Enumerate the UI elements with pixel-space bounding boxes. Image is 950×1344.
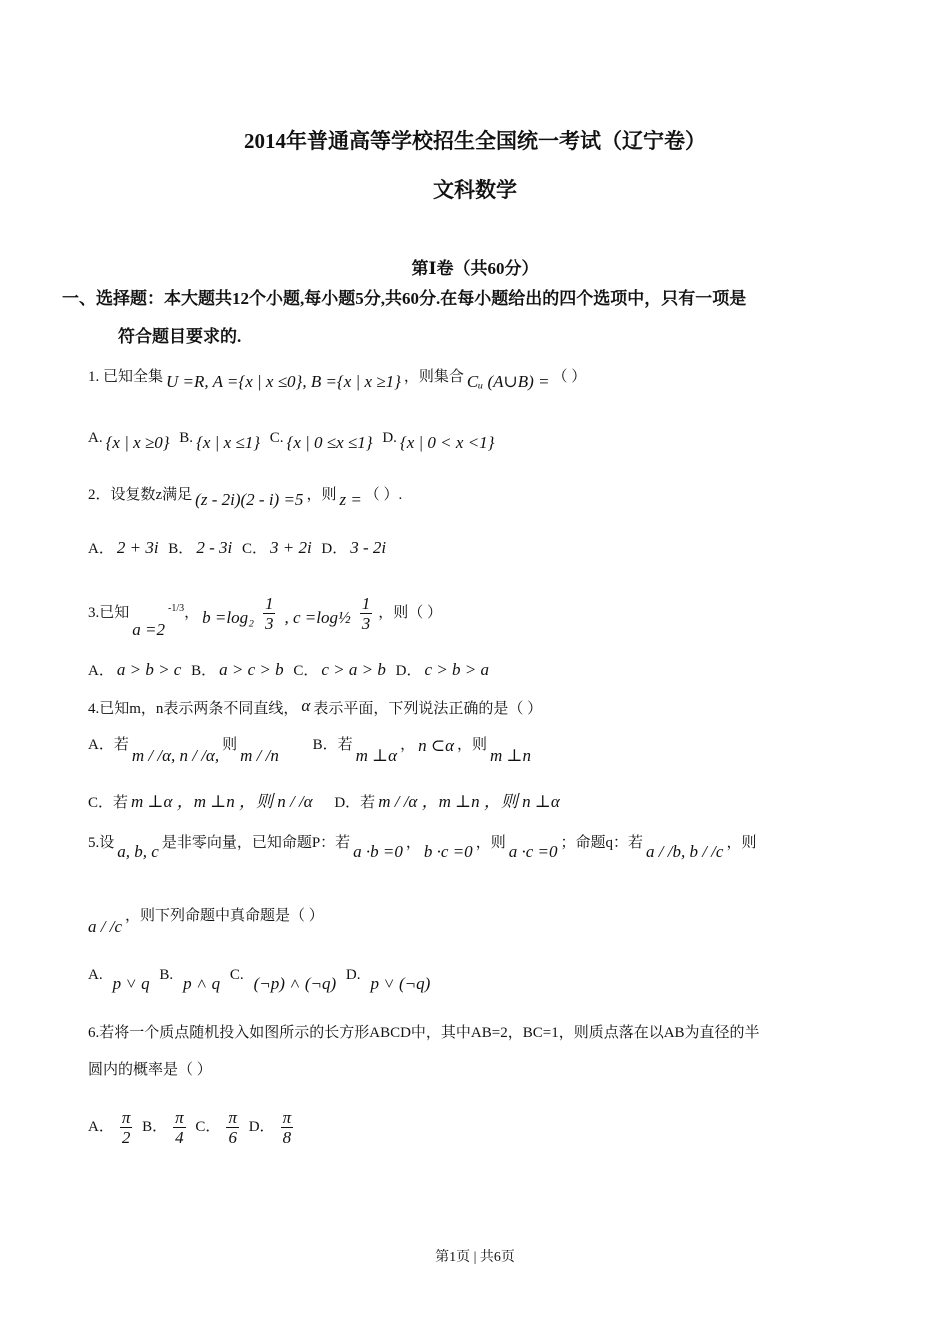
q-text: ， (184, 604, 200, 621)
denominator: 3 (361, 614, 371, 633)
option-label: B．若 (312, 737, 353, 753)
option-b: a > c > b (219, 660, 284, 679)
q-math: U =R, A ={x | x ≤0}, B ={x | x ≥1} (166, 372, 401, 391)
q-text: ；命题q：若 (560, 835, 643, 851)
question-4 (88, 698, 542, 719)
option-label: B． (191, 663, 217, 679)
question-5 (88, 832, 757, 861)
question-6: 6.若将一个质点随机投入如图所示的长方形ABCD中，其中AB=2，BC=1，则质点落在以AB为直径的半 (88, 1025, 760, 1041)
question-6-options (88, 1108, 299, 1147)
q-math: a / /b, b / /c (646, 842, 724, 861)
option-label: C. (269, 430, 284, 446)
q-math: z = (339, 490, 362, 509)
option-a-math: m / /n (240, 746, 279, 765)
section-title: 第Ⅰ卷（共60分） (411, 259, 539, 278)
question-5-options (88, 964, 436, 993)
exam-title: 2014年普通高等学校招生全国统一考试（辽宁卷） (244, 129, 706, 153)
option-label: D. (382, 430, 397, 446)
q-exponent: -1/3 (168, 602, 185, 614)
denominator: 2 (121, 1128, 131, 1147)
question-3 (88, 594, 442, 639)
option-label: D. (345, 967, 361, 983)
option-b-math: n ⊂α (418, 736, 455, 755)
question-4-options-cd (88, 792, 563, 813)
denominator: 4 (175, 1128, 184, 1147)
denominator: 8 (282, 1128, 292, 1147)
q-math: b =log₂ (202, 607, 254, 627)
q-text: ，则 (457, 737, 488, 753)
question-1-options (88, 427, 500, 452)
question-5-cont (88, 905, 324, 936)
q-text: ，则（ ） (378, 604, 442, 621)
q-math: , c =log½ (284, 607, 351, 627)
option-label: A. (88, 430, 103, 446)
option-label: A．若 (88, 737, 129, 753)
option-d: c > b > a (424, 660, 489, 679)
numerator: π (175, 1108, 184, 1127)
option-label: B. (159, 967, 174, 983)
q-text: 4.已知m，n表示两条不同直线， (88, 701, 299, 717)
q-text: ，则 (475, 835, 506, 851)
option-label: D． (395, 663, 422, 679)
q-math: (z - 2i)(2 - i) =5 (195, 490, 304, 509)
option-a: 2 + 3i (116, 538, 159, 557)
option-label: A． (88, 1118, 114, 1135)
option-label: B． (142, 1118, 168, 1135)
option-label: C. (229, 967, 244, 983)
q-text: 表示平面，下列说法正确的是（ ） (313, 701, 543, 717)
option-d: p ˅ (¬q) (370, 974, 431, 993)
fraction (263, 594, 276, 633)
option-b (173, 1108, 186, 1147)
option-d: m / /α ，m ⊥n ，则 n ⊥α (378, 792, 560, 811)
option-label: C．若 (88, 795, 129, 811)
option-label: A． (88, 663, 114, 679)
q-text: ，则下列命题中真命题是（ ） (125, 908, 324, 924)
q-text: ，则 (726, 835, 757, 851)
option-a: a > b > c (116, 660, 182, 679)
option-a-math: m / /α, n / /α, (131, 746, 220, 765)
exam-subtitle: 文科数学 (433, 178, 517, 202)
q-text: 1. 已知全集 (88, 369, 164, 385)
q-text: 3.已知 (88, 604, 130, 621)
fraction (360, 594, 373, 633)
option-label: D． (321, 541, 348, 557)
option-d: 3 - 2i (350, 538, 387, 557)
option-label: C． (241, 541, 267, 557)
option-label: B． (168, 541, 194, 557)
option-b: p ˄ q (183, 974, 221, 993)
q-text: ， (400, 737, 416, 753)
numerator: 1 (361, 594, 371, 613)
q-math: b ·c =0 (423, 842, 473, 861)
question-2-options (88, 538, 392, 559)
option-c: c > a > b (321, 660, 386, 679)
page-footer: 第1页 | 共6页 (435, 1250, 515, 1265)
option-label: A． (88, 541, 114, 557)
numerator: π (282, 1108, 292, 1127)
option-d (281, 1108, 294, 1147)
option-b-math: m ⊥α (355, 746, 398, 765)
q-math: Cᵤ (A∪B) = (466, 372, 550, 391)
option-a (120, 1108, 133, 1147)
q-math: a ·b =0 (353, 842, 403, 861)
numerator: 1 (264, 594, 274, 613)
option-c (226, 1108, 239, 1147)
q-text: 是非零向量，已知命题P：若 (161, 835, 351, 851)
option-b: 2 - 3i (196, 538, 233, 557)
q-text: 2．设复数z满足 (88, 487, 193, 503)
q-text: 则 (222, 737, 238, 753)
numerator: π (228, 1108, 237, 1127)
denominator: 6 (228, 1128, 237, 1147)
option-label: C． (195, 1118, 221, 1135)
q-text: （ ） (552, 369, 587, 385)
question-6-cont: 圆内的概率是（ ） (88, 1062, 212, 1078)
numerator: π (121, 1108, 131, 1127)
option-label: C． (293, 663, 319, 679)
option-a: {x | x ≥0} (105, 433, 170, 452)
denominator: 3 (264, 614, 274, 633)
question-2 (88, 484, 403, 509)
q-text: ，则 (306, 487, 337, 503)
option-b: {x | x ≤1} (196, 433, 261, 452)
q-math: a =2 (132, 619, 165, 639)
q-text: ， (405, 835, 421, 851)
question-3-options (88, 660, 495, 681)
q-text: ，则集合 (403, 369, 464, 385)
q-math: a ·c =0 (508, 842, 558, 861)
option-c: m ⊥α ，m ⊥n ，则 n / /α (131, 792, 313, 811)
q-math: a, b, c (117, 842, 159, 861)
option-label: D．若 (334, 795, 376, 811)
q-math: a / /c (88, 917, 122, 936)
q-text: （ ）. (364, 487, 403, 503)
question-4-options-ab (88, 734, 534, 765)
section-instructions-cont: 符合题目要求的. (118, 327, 242, 346)
q-math: α (301, 696, 311, 715)
option-label: D． (248, 1118, 275, 1135)
section-instructions: 一、选择题：本大题共12个小题,每小题5分,共60分.在每小题给出的四个选项中，只有一项是 (62, 289, 747, 308)
option-label: B. (179, 430, 194, 446)
option-d: {x | 0 < x <1} (399, 433, 495, 452)
option-b-math: m ⊥n (490, 746, 532, 765)
option-c: 3 + 2i (269, 538, 312, 557)
option-c: {x | 0 ≤x ≤1} (286, 433, 373, 452)
option-label: A. (88, 967, 103, 983)
option-c: (¬p) ˄ (¬q) (253, 974, 337, 993)
option-a: p ˅ q (112, 974, 150, 993)
question-1 (88, 366, 587, 391)
q-text: 5.设 (88, 835, 115, 851)
